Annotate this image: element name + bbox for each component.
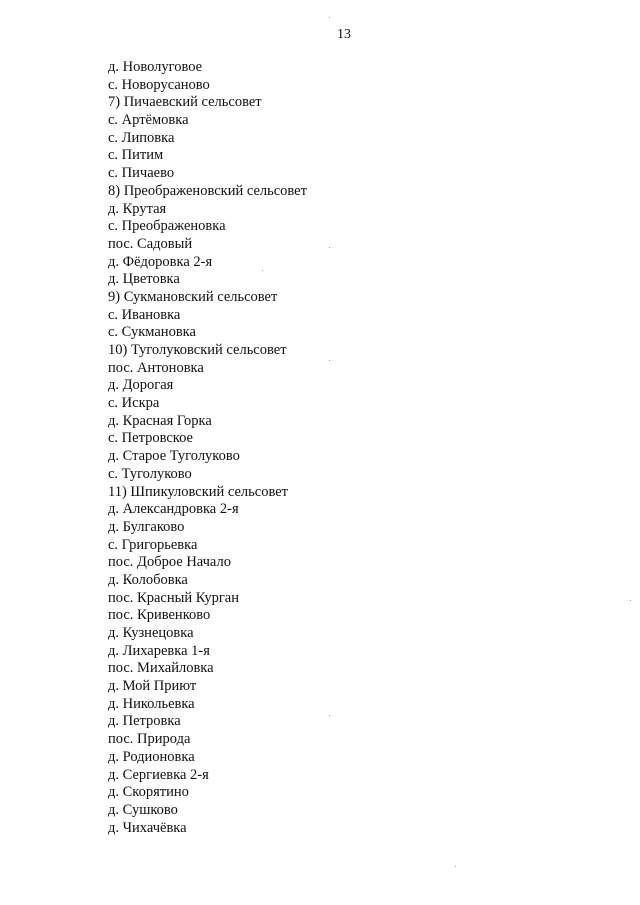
list-item: пос. Природа — [108, 731, 191, 748]
list-item: д. Никольевка — [108, 695, 195, 712]
list-item: д. Кузнецовка — [108, 625, 194, 641]
settlement-list — [108, 59, 307, 837]
list-item: пос. Кривенково — [108, 607, 211, 624]
list-item: д. Дорогая — [108, 377, 174, 394]
scan-speck — [262, 270, 263, 271]
list-item: д. Красная Горка — [108, 412, 212, 429]
list-item: д. Старое Туголуково — [108, 448, 240, 465]
list-item: д. Сергиевка 2-я — [108, 766, 209, 783]
list-item: д. Фёдоровка 2-я — [108, 253, 213, 270]
list-item: пос. Садовый — [108, 235, 193, 252]
list-item: с. Новорусаново — [108, 76, 210, 93]
scan-speck — [329, 715, 330, 716]
list-item: д. Лихаревка 1-я — [108, 642, 210, 659]
list-item: д. Новолуговое — [108, 59, 203, 75]
list-item: д. Крутая — [108, 200, 167, 217]
list-item: с. Липовка — [108, 129, 175, 146]
list-item: с. Сукмановка — [108, 324, 196, 341]
list-item: с. Пичаево — [108, 165, 175, 182]
section-heading: 7) Пичаевский сельсовет — [108, 94, 262, 111]
scan-speck — [455, 866, 456, 867]
list-item: д. Родионовка — [108, 748, 195, 765]
list-item: пос. Михайловка — [108, 660, 214, 677]
list-item: пос. Красный Курган — [108, 589, 239, 606]
list-item: с. Туголуково — [108, 465, 192, 482]
scan-speck — [329, 247, 330, 248]
list-item: с. Ивановка — [108, 306, 181, 323]
section-heading: 11) Шпикуловский сельсовет — [108, 483, 289, 500]
list-item: с. Питим — [108, 147, 164, 164]
list-item: с. Артёмовка — [108, 112, 189, 129]
list-item: с. Искра — [108, 395, 160, 412]
list-item: д. Чихачёвка — [108, 819, 187, 836]
list-item: д. Булгаково — [108, 518, 185, 535]
section-heading: 9) Сукмановский сельсовет — [108, 288, 278, 305]
list-item: д. Сушково — [108, 801, 178, 818]
page-number: 13 — [337, 27, 351, 42]
list-item: д. Мой Приют — [108, 678, 197, 695]
scan-speck — [329, 360, 330, 361]
scan-speck — [329, 17, 330, 18]
list-item: с. Преображеновка — [108, 218, 226, 235]
list-item: пос. Антоновка — [108, 359, 204, 376]
section-heading: 8) Преображеновский сельсовет — [108, 182, 307, 199]
list-item: с. Петровское — [108, 430, 193, 447]
list-item: пос. Доброе Начало — [108, 554, 231, 571]
list-item: д. Александровка 2-я — [108, 501, 239, 518]
scan-speck — [630, 600, 631, 601]
list-item: д. Петровка — [108, 713, 181, 730]
list-item: д. Скорятино — [108, 784, 189, 801]
list-item: д. Цветовка — [108, 271, 180, 288]
section-heading: 10) Туголуковский сельсовет — [108, 342, 287, 358]
list-item: д. Колобовка — [108, 571, 188, 588]
list-item: с. Григорьевка — [108, 536, 198, 553]
